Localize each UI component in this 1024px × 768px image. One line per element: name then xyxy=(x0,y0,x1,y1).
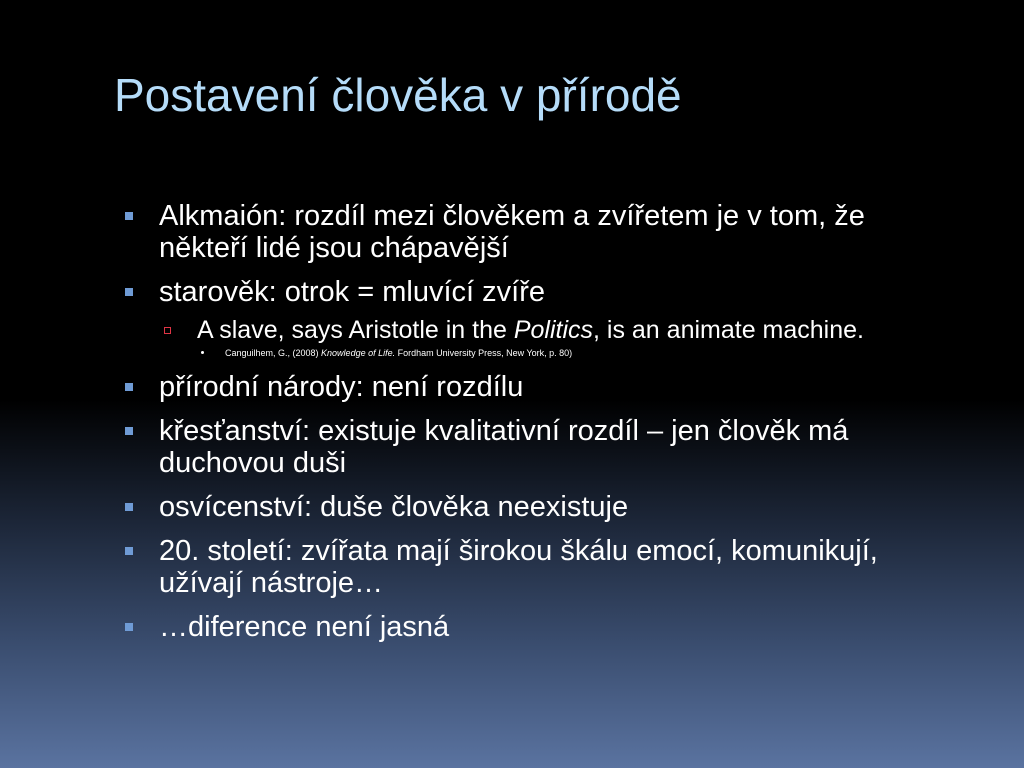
sub-bullet-italic: Politics xyxy=(513,316,594,344)
square-bullet-icon xyxy=(125,288,133,296)
bullet-item xyxy=(121,611,951,643)
citation-text-end: Fordham University Press, New York, p. 80) xyxy=(395,348,573,358)
citation-item xyxy=(197,347,951,359)
bullet-item xyxy=(121,535,951,599)
bullet-text: …diference není jasná xyxy=(159,611,450,643)
square-bullet-icon xyxy=(125,547,133,555)
bullet-item xyxy=(121,276,951,308)
square-bullet-icon xyxy=(125,623,133,631)
bullet-text: křesťanství: existuje kvalitativní rozdíl – jen člověk má duchovou duši xyxy=(159,415,849,479)
bullet-text: 20. století: zvířata mají širokou škálu emocí, komunikují, užívají nástroje… xyxy=(159,535,878,599)
square-bullet-icon xyxy=(125,212,133,220)
square-bullet-icon xyxy=(125,427,133,435)
bullet-list xyxy=(121,200,951,655)
sub-bullet-text-end: , is an animate machine. xyxy=(593,316,864,344)
slide-title: Postavení člověka v přírodě xyxy=(114,69,682,121)
bullet-item xyxy=(121,491,951,523)
sub-bullet-item xyxy=(159,316,951,345)
hollow-square-bullet-icon xyxy=(164,327,171,334)
bullet-item xyxy=(121,415,951,479)
bullet-item xyxy=(121,371,951,403)
bullet-text: přírodní národy: není rozdílu xyxy=(159,371,524,403)
bullet-text: Alkmaión: rozdíl mezi člověkem a zvířetem je v tom, že někteří lidé jsou chápavější xyxy=(159,200,865,264)
bullet-text: osvícenství: duše člověka neexistuje xyxy=(159,491,629,523)
citation-italic: Knowledge of Life. xyxy=(321,348,396,358)
bullet-text: starověk: otrok = mluvící zvíře xyxy=(159,276,545,308)
square-bullet-icon xyxy=(125,383,133,391)
citation-text-start: Canguilhem, G., (2008) xyxy=(225,348,322,358)
bullet-item xyxy=(121,200,951,264)
dot-bullet-icon xyxy=(201,351,204,354)
sub-bullet-text-start: A slave, says Aristotle in the xyxy=(197,316,514,344)
square-bullet-icon xyxy=(125,503,133,511)
